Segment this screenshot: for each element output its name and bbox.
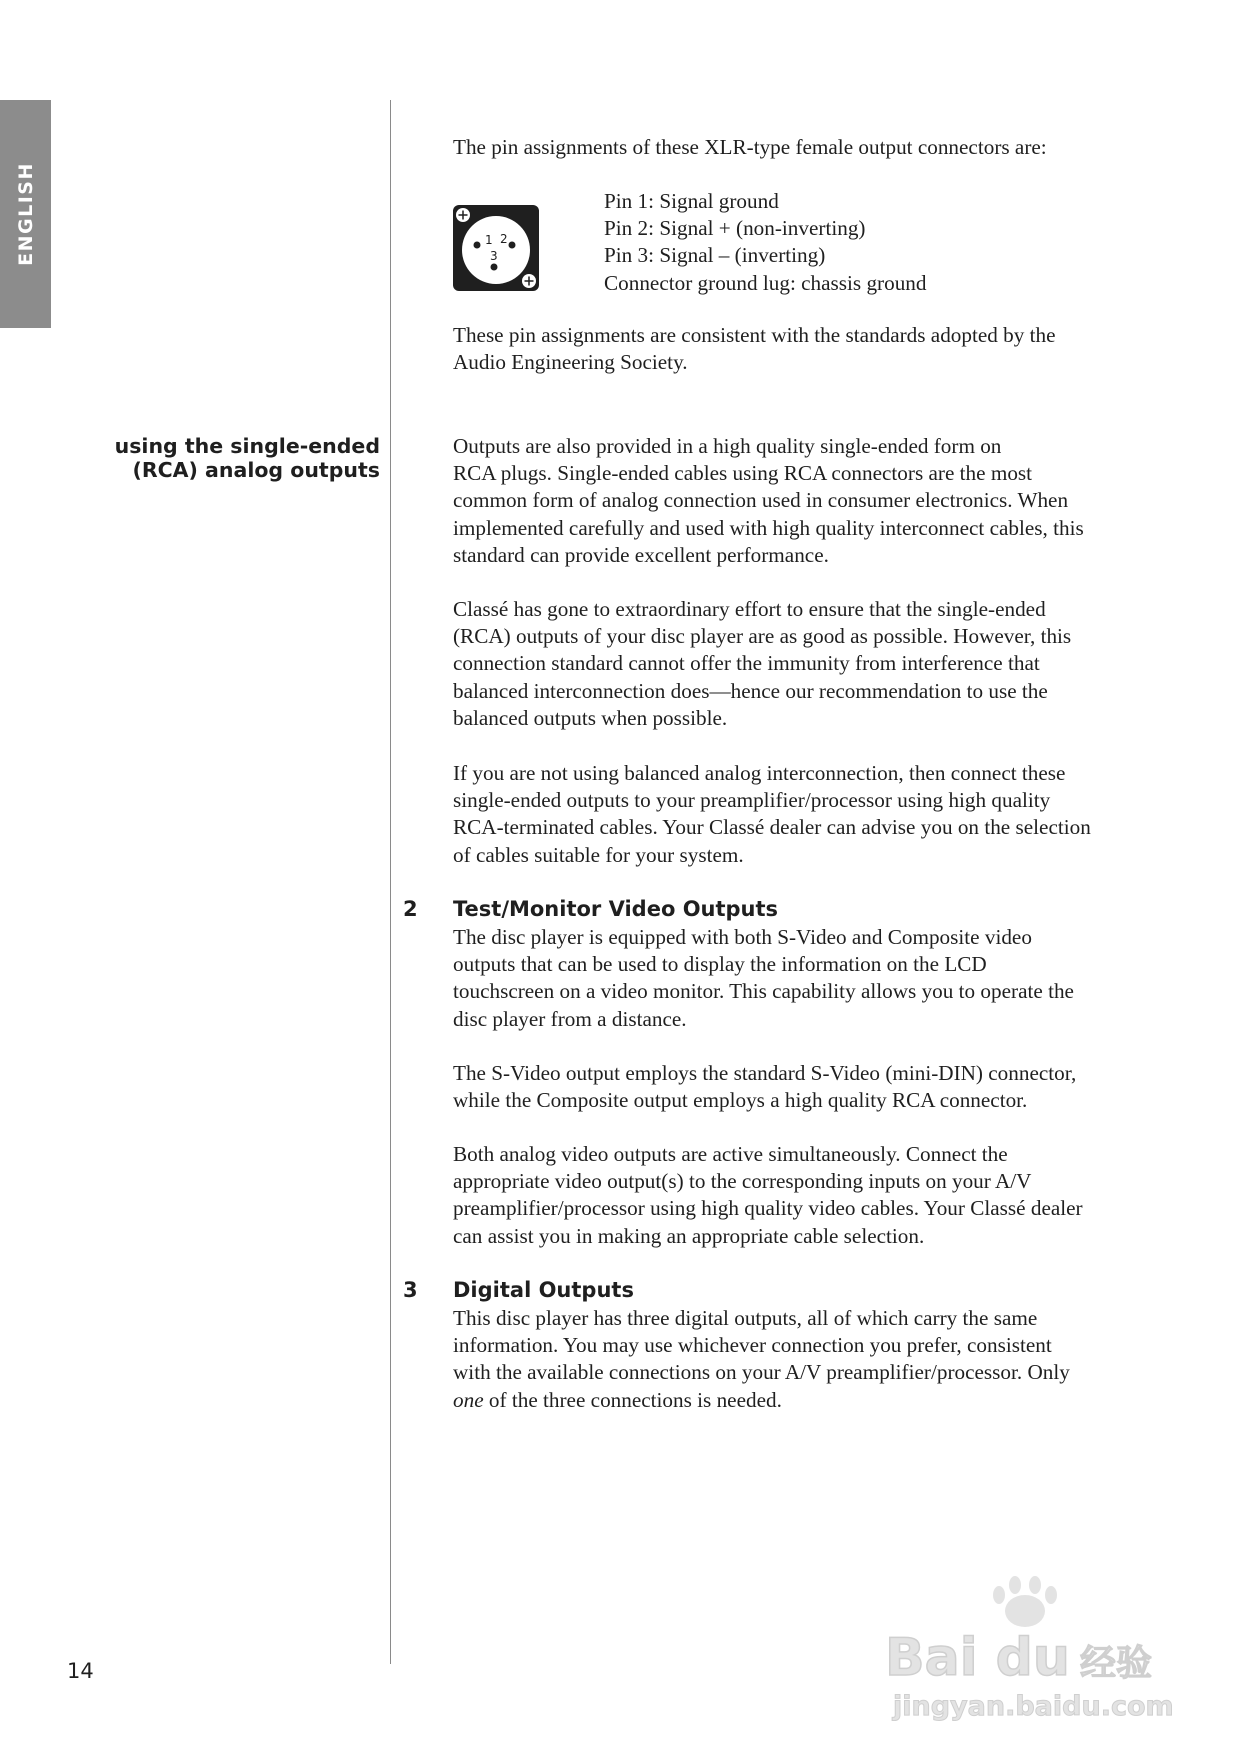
video-paragraph-2 [453, 1060, 1153, 1114]
text-line: information. You may use whichever connection you prefer, consistent [453, 1333, 1052, 1358]
text-line: RCA-terminated cables. Your Classé dealer can advise you on the selection [453, 815, 1091, 840]
pin-label-1: 1 [485, 233, 493, 247]
text-span: of the three connections is needed. [483, 1387, 782, 1412]
text-line: Outputs are also provided in a high quality single-ended form on [453, 434, 1002, 458]
text-line: implemented carefully and used with high quality interconnect cables, this [453, 515, 1084, 540]
rca-paragraph-3 [453, 760, 1153, 869]
text-line: of cables suitable for your system. [453, 842, 744, 867]
pin-label-3: 3 [490, 249, 498, 263]
text-line: with the available connections on your A/V preamplifier/processor. Only [453, 1360, 1070, 1385]
text-line: while the Composite output employs a high quality RCA connector. [453, 1088, 1028, 1113]
text-line: The disc player is equipped with both S-Video and Composite video [453, 925, 1032, 949]
digital-paragraph [453, 1305, 1153, 1414]
video-paragraph-1 [453, 924, 1153, 1033]
text-line: If you are not using balanced analog interconnection, then connect these [453, 761, 1066, 785]
video-paragraph-3 [453, 1141, 1153, 1250]
aes-consistency-text [453, 322, 1153, 376]
pin-intro-text: The pin assignments of these XLR-type female output connectors are: [453, 135, 1047, 159]
text-line: common form of analog connection used in consumer electronics. When [453, 488, 1069, 513]
text-line: touchscreen on a video monitor. This capability allows you to operate the [453, 979, 1074, 1004]
text-line: single-ended outputs to your preamplifier/processor using high quality [453, 788, 1051, 813]
text-line: disc player from a distance. [453, 1006, 687, 1031]
text-line: Audio Engineering Society. [453, 350, 688, 375]
video-section-title: Test/Monitor Video Outputs [453, 897, 779, 921]
language-label: ENGLISH [14, 162, 37, 266]
pin-item: Connector ground lug: chassis ground [604, 270, 927, 295]
section-number: 2 [403, 897, 418, 921]
text-line: balanced interconnection does—hence our recommendation to use the [453, 678, 1048, 703]
text-line: connection standard cannot offer the immunity from interference that [453, 651, 1040, 676]
text-line: balanced outputs when possible. [453, 705, 728, 730]
watermark-brand: Bai du [885, 1628, 1070, 1688]
pin-item: Pin 2: Signal + (non-inverting) [604, 216, 866, 241]
vertical-divider [390, 100, 391, 1664]
heading-line: using the single-ended [114, 434, 380, 458]
xlr-connector-icon [452, 204, 540, 292]
text-line: This disc player has three digital outputs, all of which carry the same [453, 1306, 1038, 1330]
text-line: These pin assignments are consistent with the standards adopted by the [453, 323, 1056, 347]
rca-paragraph-1 [453, 433, 1153, 569]
text-line [453, 1387, 1153, 1414]
text-line: The S-Video output employs the standard S-Video (mini-DIN) connector, [453, 1061, 1077, 1085]
text-line: preamplifier/processor using high quality video cables. Your Classé dealer [453, 1196, 1083, 1221]
text-line: appropriate video output(s) to the corresponding inputs on your A/V [453, 1169, 1032, 1194]
rca-paragraph-2 [453, 596, 1153, 732]
emphasis-text: one [453, 1387, 484, 1412]
text-line: Classé has gone to extraordinary effort to ensure that the single-ended [453, 597, 1046, 621]
watermark-cn: 经验 [1080, 1643, 1153, 1684]
section-number: 3 [403, 1278, 418, 1302]
text-line: outputs that can be used to display the information on the LCD [453, 952, 987, 977]
text-line: RCA plugs. Single-ended cables using RCA connectors are the most [453, 461, 1033, 486]
text-line: Both analog video outputs are active simultaneously. Connect the [453, 1142, 1008, 1166]
pin-list [604, 188, 1024, 297]
language-tab [0, 100, 51, 328]
pin-item: Pin 1: Signal ground [604, 189, 779, 213]
text-line: standard can provide excellent performance. [453, 542, 829, 567]
digital-section-title: Digital Outputs [453, 1278, 634, 1302]
page-number: 14 [67, 1659, 94, 1683]
heading-line: (RCA) analog outputs [132, 458, 380, 482]
rca-section-heading [115, 434, 380, 482]
watermark-url: jingyan.baidu.com [893, 1691, 1174, 1722]
pin-label-2: 2 [500, 232, 508, 246]
text-line: (RCA) outputs of your disc player are as good as possible. However, this [453, 624, 1072, 649]
baidu-watermark-logo [875, 1575, 1175, 1725]
text-line: can assist you in making an appropriate cable selection. [453, 1223, 925, 1248]
pin-item: Pin 3: Signal – (inverting) [604, 243, 826, 268]
